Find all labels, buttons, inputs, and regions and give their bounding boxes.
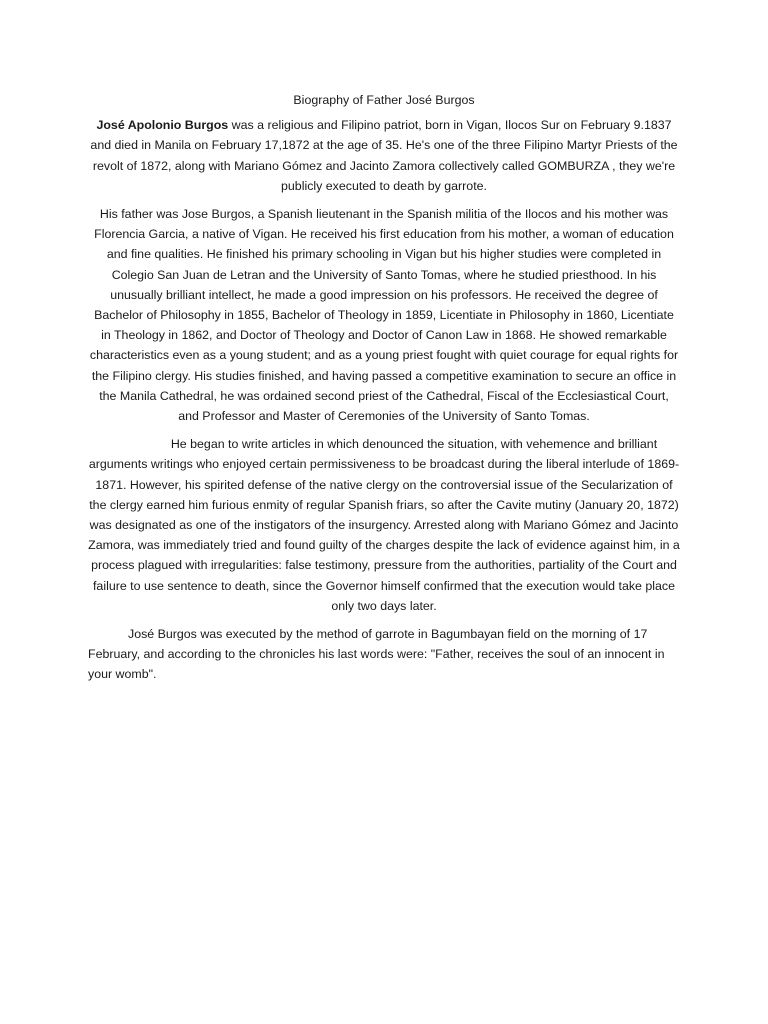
paragraph-1-text: was a religious and Filipino patriot, born in Vigan, Ilocos Sur on February 9.1837 and died in Manila on February 17,1872 at the age of 35. He's one of the three Filipino Martyr Priests of the revolt of 1872, along with Mariano Gómez and Jacinto Zamora collectively called GOMBURZA , they we're publicly executed to death by garrote. (90, 118, 678, 193)
paragraph-3: He began to write articles in which denounced the situation, with vehemence and brilliant arguments writings who enjoyed certain permissiveness to be broadcast during the liberal interlude of 1869-1871. However, his spirited defense of the native clergy on the controversial issue of the Secularization of the clergy earned him furious enmity of regular Spanish friars, so after the Cavite mutiny (January 20, 1872) was designated as one of the instigators of the insurgency. Arrested along with Mariano Gómez and Jacinto Zamora, was immediately tried and found guilty of the charges despite the lack of evidence against him, in a process plagued with irregularities: false testimony, pressure from the authorities, partiality of the Court and failure to use sentence to death, since the Governor himself confirmed that the execution would take place only two days later. (88, 437, 680, 613)
subject-name: José Apolonio Burgos (96, 118, 229, 133)
paragraph-4: José Burgos was executed by the method of garrote in Bagumbayan field on the morning of 17 February, and according to the chronicles his last words were: "Father, receives the soul of an innocent in your womb". (88, 627, 665, 682)
paragraph-2: His father was Jose Burgos, a Spanish lieutenant in the Spanish militia of the Ilocos and his mother was Florencia Garcia, a native of Vigan. He received his first education from his mother, a woman of education and fine qualities. He finished his primary schooling in Vigan but his higher studies were completed in Colegio San Juan de Letran and the University of Santo Tomas, where he studied priesthood. In his unusually brilliant intellect, he made a good impression on his professors. He received the degree of Bachelor of Philosophy in 1855, Bachelor of Theology in 1859, Licentiate in Philosophy in 1860, Licentiate in Theology in 1862, and Doctor of Theology and Doctor of Canon Law in 1868. He showed remarkable characteristics even as a young student; and as a young priest fought with quiet courage for equal rights for the Filipino clergy. His studies finished, and having passed a competitive examination to secure an office in the Manila Cathedral, he was ordained second priest of the Cathedral, Fiscal of the Ecclesiastical Court, and Professor and Master of Ceremonies of the University of Santo Tomas. (89, 207, 679, 424)
document-title: Biography of Father José Burgos (293, 93, 475, 107)
document-body (88, 90, 680, 693)
paragraph-1 (88, 115, 680, 196)
